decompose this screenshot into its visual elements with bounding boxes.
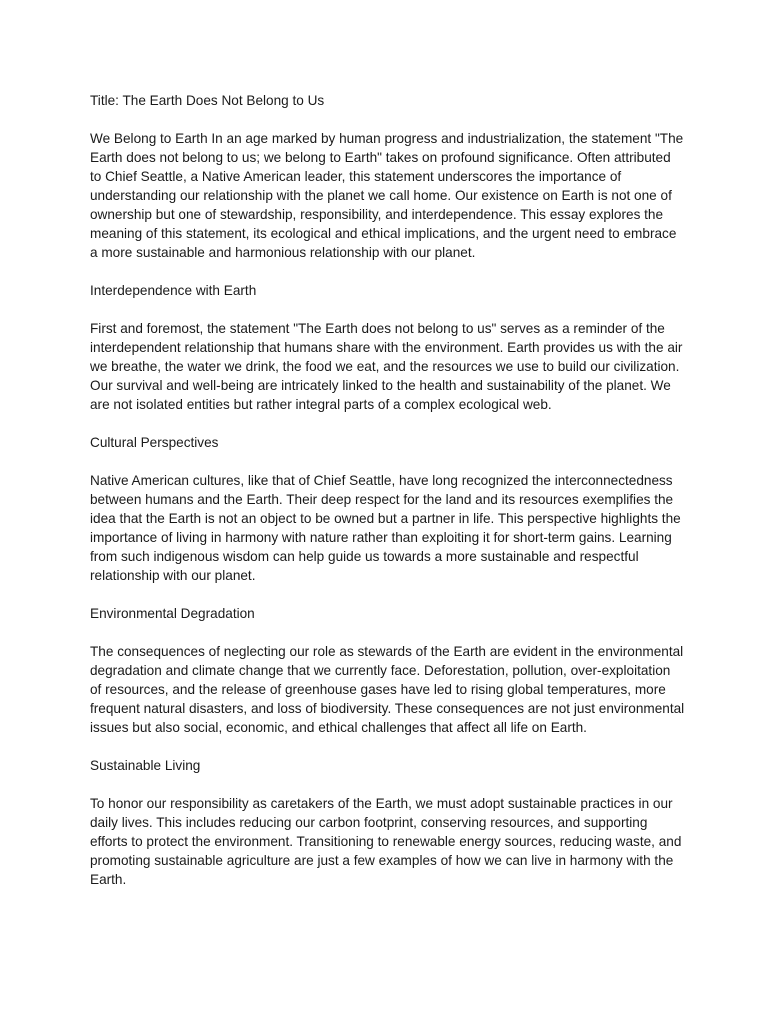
- intro-paragraph: We Belong to Earth In an age marked by human progress and industrialization, the statement "The Earth does not belong to us; we belong to Earth" takes on profound significance. Often attributed to Chief Seattle, a Native American leader, this statement underscores the importance of understanding our relationship with the planet we call home. Our existence on Earth is not one of ownership but one of stewardship, responsibility, and interdependence. This essay explores the meaning of this statement, its ecological and ethical implications, and the urgent need to embrace a more sustainable and harmonious relationship with our planet.: [90, 131, 684, 260]
- section-heading-interdependence: Interdependence with Earth: [90, 283, 257, 298]
- section-body-sustainable-living: To honor our responsibility as caretakers of the Earth, we must adopt sustainable practices in our daily lives. This includes reducing our carbon footprint, conserving resources, and supporting efforts to protect the environment. Transitioning to renewable energy sources, reducing waste, and promoting sustainable agriculture are just a few examples of how we can live in harmony with the Earth.: [90, 796, 682, 887]
- section-heading-sustainable-living: Sustainable Living: [90, 758, 201, 773]
- document-page: [90, 91, 685, 908]
- section-heading-cultural-perspectives: Cultural Perspectives: [90, 435, 219, 450]
- section-heading-environmental-degradation: Environmental Degradation: [90, 606, 255, 621]
- section-body-environmental-degradation: The consequences of neglecting our role as stewards of the Earth are evident in the environmental degradation and climate change that we currently face. Deforestation, pollution, over-exploitation of resources, and the release of greenhouse gases have led to rising global temperatures, more frequent natural disasters, and loss of biodiversity. These consequences are not just environmental issues but also social, economic, and ethical challenges that affect all life on Earth.: [90, 644, 685, 735]
- section-body-interdependence: First and foremost, the statement "The Earth does not belong to us" serves as a reminder of the interdependent relationship that humans share with the environment. Earth provides us with the air we breathe, the water we drink, the food we eat, and the resources we use to build our civilization. Our survival and well-being are intricately linked to the health and sustainability of the planet. We are not isolated entities but rather integral parts of a complex ecological web.: [90, 321, 683, 412]
- section-body-cultural-perspectives: Native American cultures, like that of Chief Seattle, have long recognized the interconnectedness between humans and the Earth. Their deep respect for the land and its resources exemplifies the idea that the Earth is not an object to be owned but a partner in life. This perspective highlights the importance of living in harmony with nature rather than exploiting it for short-term gains. Learning from such indigenous wisdom can help guide us towards a more sustainable and respectful relationship with our planet.: [90, 473, 681, 583]
- document-title: Title: The Earth Does Not Belong to Us: [90, 93, 325, 108]
